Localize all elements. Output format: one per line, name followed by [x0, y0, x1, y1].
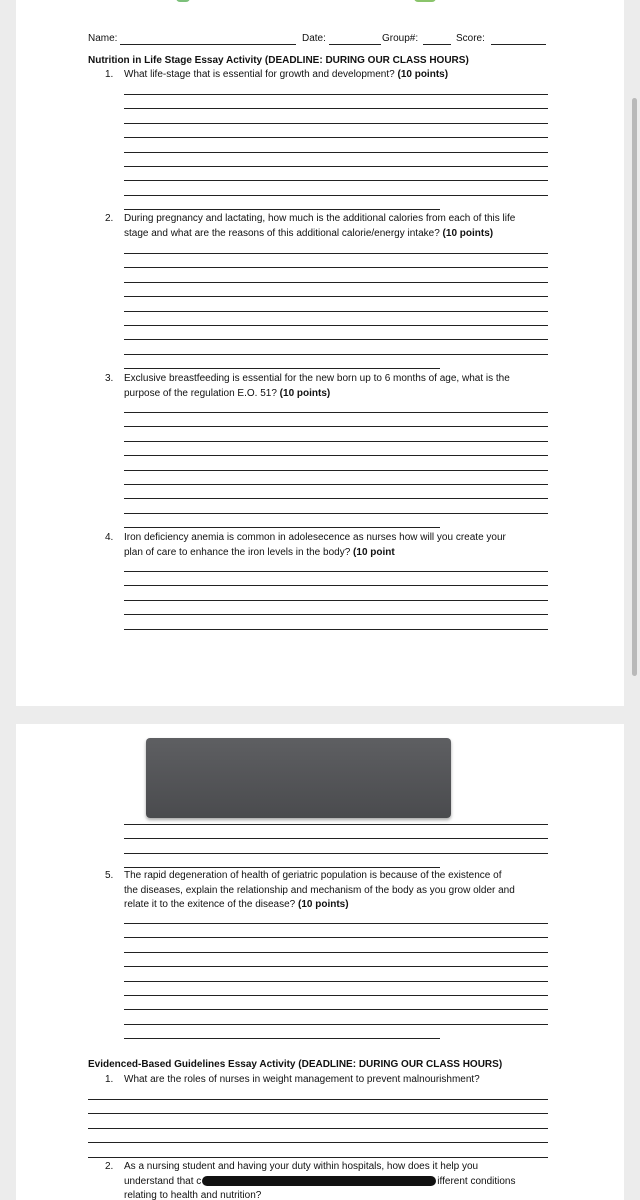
- answer-line: [88, 1157, 548, 1158]
- question-text: relate it to the exitence of the disease?: [124, 899, 296, 910]
- score-label: Score:: [456, 33, 485, 44]
- answer-line: [124, 513, 548, 514]
- answer-line: [124, 629, 548, 630]
- scrollbar[interactable]: [632, 98, 637, 676]
- answer-line: [124, 600, 548, 601]
- answer-line: [124, 952, 548, 953]
- question-4: [124, 531, 506, 560]
- answer-line: [124, 123, 548, 124]
- answer-line: [124, 311, 548, 312]
- answer-line: [124, 1009, 548, 1010]
- logo-fragment: [176, 0, 190, 2]
- question-text: the diseases, explain the relationship and mechanism of the body as you grow older and: [124, 884, 515, 896]
- name-underline: [120, 44, 296, 45]
- answer-line: [124, 180, 548, 181]
- answer-line: [124, 981, 548, 982]
- answer-line: [124, 325, 548, 326]
- worksheet-page-2: [16, 724, 624, 1200]
- answer-line: [124, 455, 548, 456]
- question-text: relating to health and nutrition?: [124, 1190, 262, 1200]
- answer-line: [124, 966, 548, 967]
- answer-line: [124, 209, 440, 210]
- question-text: ifferent conditions: [437, 1175, 516, 1187]
- guideline-question-1: What are the roles of nurses in weight management to prevent malnourishment?: [124, 1074, 480, 1085]
- question-text: understand that c: [124, 1175, 202, 1187]
- section-title: Nutrition in Life Stage Essay Activity (DEADLINE: DURING OUR CLASS HOURS): [88, 55, 469, 66]
- question-text: Exclusive breastfeeding is essential for the new born up to 6 months of age, what is the: [124, 373, 510, 384]
- group-underline: [423, 44, 451, 45]
- question-number: 2.: [105, 1161, 114, 1172]
- question-text: As a nursing student and having your duty within hospitals, how does it help you: [124, 1161, 479, 1172]
- answer-line: [88, 1099, 548, 1100]
- section-title: Evidenced-Based Guidelines Essay Activity (DEADLINE: DURING OUR CLASS HOURS): [88, 1059, 503, 1070]
- question-text: What life-stage that is essential for growth and development?: [124, 69, 395, 80]
- answer-line: [124, 470, 548, 471]
- worksheet-page-1: [16, 0, 624, 706]
- answer-line: [124, 527, 440, 528]
- answer-line: [124, 166, 548, 167]
- answer-line: [124, 195, 548, 196]
- answer-line: [124, 152, 548, 153]
- score-underline: [491, 44, 546, 45]
- date-label: Date:: [302, 33, 326, 44]
- answer-line: [124, 484, 548, 485]
- answer-line: [124, 923, 548, 924]
- answer-line: [124, 1024, 548, 1025]
- question-2: [124, 212, 515, 241]
- question-points: (10 points): [298, 899, 349, 910]
- answer-line: [124, 1038, 440, 1039]
- answer-line: [124, 108, 548, 109]
- answer-line: [88, 1142, 548, 1143]
- answer-line: [124, 368, 440, 369]
- question-text: Iron deficiency anemia is common in adolesecence as nurses how will you create your: [124, 532, 506, 543]
- answer-line: [124, 585, 548, 586]
- answer-line: [124, 995, 548, 996]
- question-text: The rapid degeneration of health of geriatric population is because of the existence of: [124, 870, 502, 881]
- question-text: purpose of the regulation E.O. 51?: [124, 387, 277, 399]
- name-label: Name:: [88, 33, 118, 44]
- question-points: (10 points): [279, 387, 331, 399]
- answer-line: [124, 571, 548, 572]
- answer-line: [124, 498, 548, 499]
- answer-line: [88, 1128, 548, 1129]
- question-5: [124, 869, 515, 913]
- answer-line: [124, 137, 548, 138]
- answer-line: [88, 1113, 548, 1114]
- answer-line: [124, 296, 548, 297]
- date-underline: [329, 44, 381, 45]
- question-text: During pregnancy and lactating, how much is the additional calories from each of this life: [124, 213, 516, 224]
- question-text: plan of care to enhance the iron levels in the body?: [124, 546, 351, 558]
- question-number: 1.: [105, 1074, 114, 1085]
- answer-line: [124, 412, 548, 413]
- redaction-box: [146, 738, 451, 818]
- answer-line: [124, 94, 548, 95]
- question-3: [124, 372, 510, 401]
- question-points: (10 points): [397, 69, 449, 80]
- question-points: (10 points): [442, 227, 494, 239]
- question-number: 2.: [105, 213, 114, 224]
- question-number: 5.: [105, 870, 114, 881]
- answer-line: [124, 354, 548, 355]
- answer-line: [124, 426, 548, 427]
- group-label: Group#:: [382, 33, 419, 44]
- answer-line: [124, 853, 548, 854]
- question-points: (10 point: [353, 546, 395, 558]
- answer-line: [124, 824, 548, 825]
- answer-line: [124, 267, 548, 268]
- answer-line: [124, 937, 548, 938]
- question-text: stage and what are the reasons of this additional calorie/energy intake?: [124, 227, 440, 239]
- question-number: 3.: [105, 373, 114, 384]
- question-number: 4.: [105, 532, 114, 543]
- answer-line: [124, 253, 548, 254]
- question-number: 1.: [105, 69, 114, 80]
- answer-line: [124, 838, 548, 839]
- redaction-scribble: [202, 1176, 436, 1186]
- answer-line: [124, 614, 548, 615]
- answer-line: [124, 339, 548, 340]
- answer-line: [124, 282, 548, 283]
- answer-line: [124, 441, 548, 442]
- logo-fragment: [414, 0, 436, 2]
- question-1: [124, 68, 448, 83]
